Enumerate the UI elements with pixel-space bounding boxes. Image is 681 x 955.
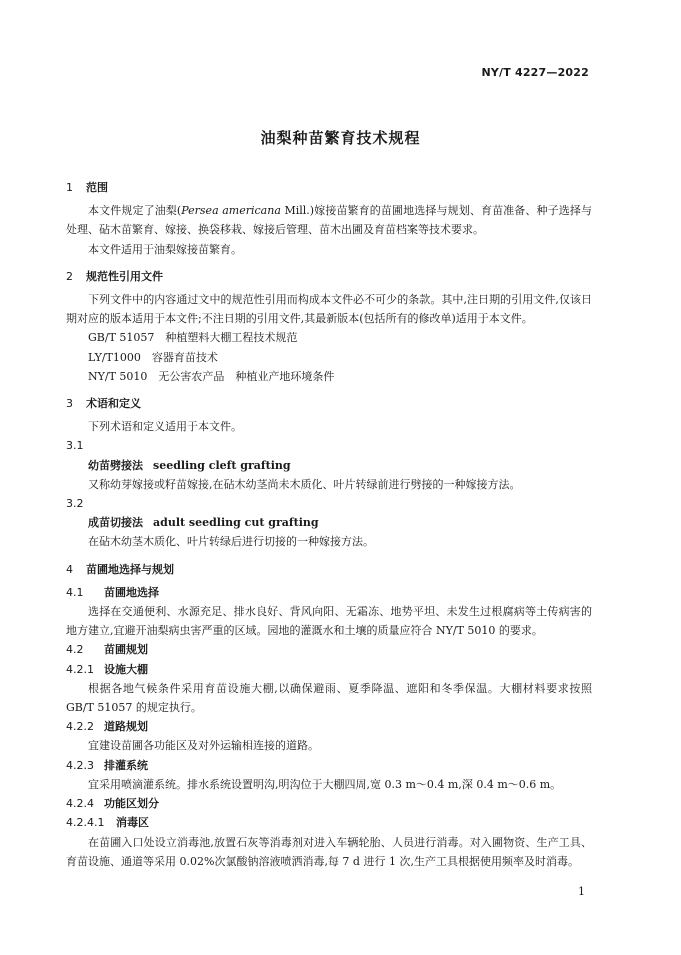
references-paragraph: 下列文件中的内容通过文中的规范性引用而构成本文件必不可少的条款。其中,注日期的引用文件,仅该日期对应的版本适用于本文件;不注日期的引用文件,其最新版本(包括所有的修改单)适用于本文件。 xyxy=(66,293,592,326)
page-number: 1 xyxy=(578,885,585,898)
scope-paragraph-1 xyxy=(66,201,592,239)
reference-item: NY/T 5010 无公害农产品 种植业产地环境条件 xyxy=(88,369,335,383)
subsection-paragraph: 选择在交通便利、水源充足、排水良好、背风向阳、无霜冻、地势平坦、未发生过根腐病等土传病害的地方建立,宜避开油梨病虫害严重的区域。园地的灌溉水和土壤的质量应符合 NY/T 5010 的要求。 xyxy=(66,605,592,638)
scope-paragraph-2: 本文件适用于油梨嫁接苗繁育。 xyxy=(88,242,242,256)
subsection-title: 排灌系统 xyxy=(104,758,148,772)
term-number: 3.1 xyxy=(66,439,84,453)
reference-item: LY/T1000 容器育苗技术 xyxy=(88,350,218,364)
subsection-heading xyxy=(66,756,592,775)
subsection-heading xyxy=(66,640,592,659)
section-number: 2 xyxy=(66,269,73,283)
subsection-title: 苗圃规划 xyxy=(104,643,148,657)
section-heading-normative-references xyxy=(66,267,592,286)
term-name-en: seedling cleft grafting xyxy=(153,458,291,472)
standard-code: NY/T 4227—2022 xyxy=(481,66,589,79)
subsection-heading xyxy=(66,660,592,679)
term-name xyxy=(66,513,592,532)
subsection-title: 苗圃地选择 xyxy=(104,585,159,599)
subsection-heading xyxy=(66,813,592,832)
subsection-title: 功能区划分 xyxy=(104,797,159,811)
section-heading-nursery-site xyxy=(66,560,592,579)
subsection-title: 道路规划 xyxy=(104,720,148,734)
section-title: 苗圃地选择与规划 xyxy=(86,562,174,576)
subsection-heading xyxy=(66,583,592,602)
subsection-paragraph: 在苗圃入口处设立消毒池,放置石灰等消毒剂对进入车辆轮胎、人员进行消毒。对入圃物资、生产工具、育苗设施、通道等采用 0.02%次氯酸钠溶液喷洒消毒,每 7 d 进行 1 次,生产工具根据使用频率及时消毒。 xyxy=(66,835,592,868)
section-number: 3 xyxy=(66,397,73,411)
subsection-number: 4.1 xyxy=(66,585,84,599)
subsection-number: 4.2.4.1 xyxy=(66,816,105,830)
section-number: 1 xyxy=(66,181,73,194)
section-title: 规范性引用文件 xyxy=(86,269,163,283)
section-heading-terms xyxy=(66,394,592,413)
subsection-number: 4.2.3 xyxy=(66,758,94,772)
subsection-heading xyxy=(66,794,592,813)
subsection-number: 4.2.4 xyxy=(66,797,94,811)
section-heading-scope xyxy=(66,178,592,197)
subsection-paragraph: 根据各地气候条件采用育苗设施大棚,以确保避雨、夏季降温、遮阳和冬季保温。大棚材料要求按照 GB/T 51057 的规定执行。 xyxy=(66,681,592,715)
term-number: 3.2 xyxy=(66,497,84,511)
subsection-number: 4.2.1 xyxy=(66,662,94,676)
section-number: 4 xyxy=(66,562,73,576)
term-definition: 在砧木幼茎木质化、叶片转绿后进行切接的一种嫁接方法。 xyxy=(88,535,374,549)
scope-text-a: 本文件规定了油梨( xyxy=(88,204,182,218)
subsection-title: 设施大棚 xyxy=(104,662,148,676)
terms-intro: 下列术语和定义适用于本文件。 xyxy=(88,420,242,434)
subsection-heading xyxy=(66,717,592,736)
term-name-en: adult seedling cut grafting xyxy=(153,516,319,530)
term-name-cn: 幼苗劈接法 xyxy=(88,458,143,472)
subsection-title: 消毒区 xyxy=(116,816,149,830)
subsection-number: 4.2 xyxy=(66,643,84,657)
scope-text-b: Mill.)嫁接苗繁育的苗圃地选择与规划、育苗准备、种子选择与处理、砧木苗繁育、嫁接、换袋移栽、嫁接后管理、苗木出圃及育苗档案等技术要求。 xyxy=(66,204,592,237)
subsection-paragraph: 宜建设苗圃各功能区及对外运输相连接的道路。 xyxy=(88,739,319,753)
section-title: 术语和定义 xyxy=(86,397,141,411)
document-body xyxy=(66,178,592,871)
term-name xyxy=(66,456,592,475)
reference-item: GB/T 51057 种植塑料大棚工程技术规范 xyxy=(88,331,298,345)
subsection-number: 4.2.2 xyxy=(66,720,94,734)
latin-name: Persea americana xyxy=(181,204,281,218)
term-definition: 又称幼芽嫁接或籽苗嫁接,在砧木幼茎尚未木质化、叶片转绿前进行劈接的一种嫁接方法。 xyxy=(88,477,521,491)
term-name-cn: 成苗切接法 xyxy=(88,516,143,530)
section-title: 范围 xyxy=(86,181,108,194)
document-title: 油梨种苗繁育技术规程 xyxy=(260,129,421,147)
subsection-paragraph: 宜采用喷滴灌系统。排水系统设置明沟,明沟位于大棚四周,宽 0.3 m～0.4 m,深 0.4 m～0.6 m。 xyxy=(88,777,562,791)
